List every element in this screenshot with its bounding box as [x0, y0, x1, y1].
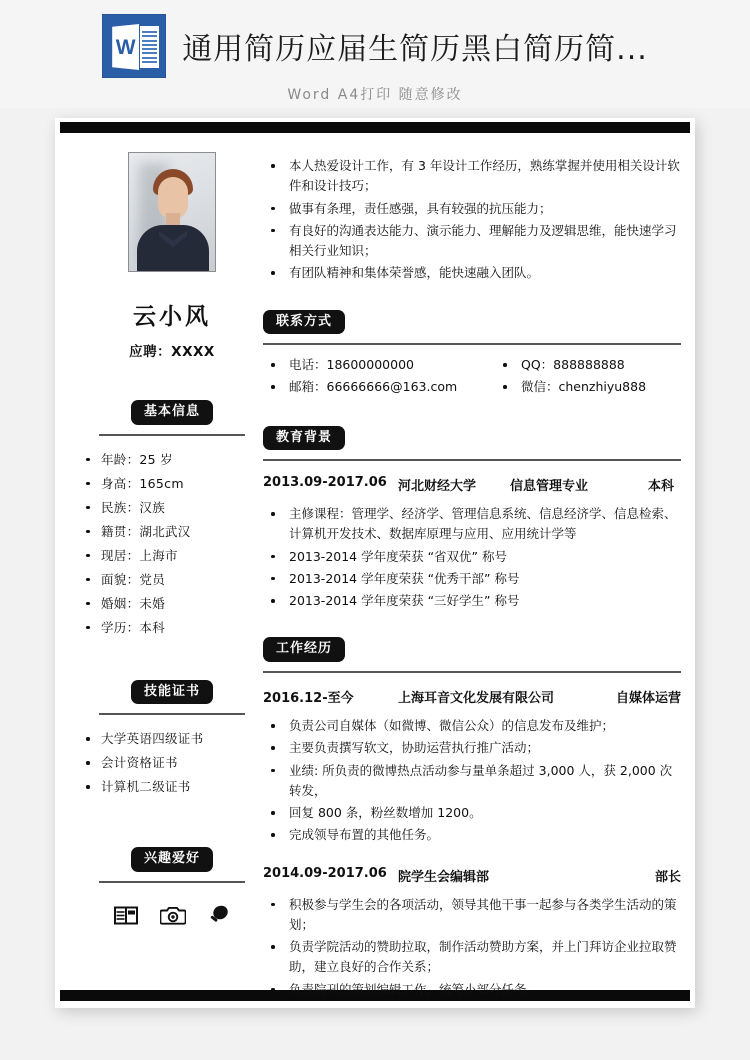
education-entry-header — [263, 475, 681, 494]
resume-page — [55, 118, 695, 1008]
candidate-name: 云小风 — [133, 304, 211, 330]
list-item — [77, 616, 267, 640]
basic-info-value: 面貌：党员 — [101, 571, 166, 587]
section-heading-education: 教育背景 — [263, 426, 345, 451]
list-item: 负责院刊的策划编辑工作，统筹小部分任务。 — [263, 980, 681, 1000]
list-item: 本人热爱设计工作，有 3 年设计工作经历，熟练掌握并使用相关设计软件和设计技巧； — [263, 156, 681, 197]
photo-container — [77, 152, 267, 272]
section-heading-skills: 技能证书 — [131, 680, 213, 705]
skill-value: 计算机二级证书 — [101, 779, 191, 795]
resume-main — [263, 146, 681, 1002]
word-icon — [102, 14, 166, 78]
basic-info-value: 民族：汉族 — [101, 499, 166, 515]
work-entry-header — [263, 866, 681, 885]
camera-icon — [160, 905, 186, 925]
list-item: 业绩: 所负责的微博热点活动参与量单条超过 3,000 人，获 2,000 次转发， — [263, 761, 681, 802]
list-item — [77, 751, 267, 775]
list-item — [77, 448, 267, 472]
contact-wechat: 微信：chenzhiyu888 — [495, 377, 681, 397]
list-item: 主修课程：管理学、经济学、管理信息系统、信息经济学、信息检索、计算机开发技术、数据库原理与应用、应用统计学等 — [263, 504, 681, 545]
basic-info-value: 现居：上海市 — [101, 547, 178, 563]
basic-info-value: 身高：165cm — [101, 475, 184, 491]
basic-info-value: 年龄：25 岁 — [101, 451, 173, 467]
list-item — [77, 520, 267, 544]
list-item — [77, 544, 267, 568]
list-item: 2013-2014 学年度荣获 “优秀干部” 称号 — [263, 569, 681, 589]
work-organization: 院学生会编辑部 — [398, 869, 490, 885]
basic-info-value: 婚姻：未婚 — [101, 595, 166, 611]
section-divider — [263, 343, 681, 345]
section-heading-contact: 联系方式 — [263, 310, 345, 335]
list-item — [77, 592, 267, 616]
contact-qq: QQ：888888888 — [495, 355, 681, 375]
section-divider — [99, 881, 245, 883]
list-item — [77, 727, 267, 751]
section-heading-basic-info: 基本信息 — [131, 400, 213, 425]
list-item: 负责公司自媒体（如微博、微信公众）的信息发布及维护； — [263, 716, 681, 736]
candidate-apply-position: 应聘：XXXX — [129, 344, 215, 360]
basic-info-value: 学历：本科 — [101, 619, 166, 635]
work-company: 上海耳音文化发展有限公司 — [398, 691, 555, 707]
candidate-photo — [128, 152, 216, 272]
list-item: 积极参与学生会的各项活动，领导其他干事一起参与各类学生活动的策划； — [263, 895, 681, 936]
book-icon — [114, 906, 138, 925]
work-date: 2016.12-至今 — [263, 691, 354, 707]
section-divider — [99, 434, 245, 436]
work-entry-header — [263, 687, 681, 706]
section-divider — [99, 713, 245, 715]
education-date: 2013.09-2017.06 — [263, 475, 387, 491]
section-divider — [263, 459, 681, 461]
summary-list — [263, 156, 681, 284]
section-divider — [263, 671, 681, 673]
page-banner — [0, 0, 750, 108]
skills-list — [77, 727, 267, 799]
word-icon-letter: W — [115, 36, 136, 59]
contact-grid — [263, 355, 681, 400]
word-icon-lines — [140, 26, 159, 68]
section-skills — [77, 680, 267, 800]
list-item: 完成领导布置的其他任务。 — [263, 825, 681, 845]
education-major: 信息管理专业 — [510, 479, 589, 495]
basic-info-value: 籍贯：湖北武汉 — [101, 523, 191, 539]
list-item: 回复 800 条，粉丝数增加 1200。 — [263, 803, 681, 823]
section-heading-work: 工作经历 — [263, 637, 345, 662]
list-item: 做事有条理，责任感强，具有较强的抗压能力； — [263, 199, 681, 219]
education-school: 河北财经大学 — [398, 479, 477, 495]
list-item — [77, 472, 267, 496]
section-education — [263, 426, 681, 612]
list-item: 2013-2014 学年度荣获 “省双优” 称号 — [263, 547, 681, 567]
contact-phone: 电话：18600000000 — [263, 355, 495, 375]
section-heading-hobbies: 兴趣爱好 — [131, 847, 213, 872]
list-item — [77, 775, 267, 799]
contact-column-right — [495, 355, 681, 400]
list-item: 有良好的沟通表达能力、演示能力、理解能力及逻辑思维，能快速学习相关行业知识； — [263, 221, 681, 262]
hobby-icon-row — [77, 905, 267, 926]
skill-value: 大学英语四级证书 — [101, 731, 204, 747]
work-detail-list — [263, 716, 681, 846]
work-role: 自媒体运营 — [615, 691, 681, 707]
section-work-experience — [263, 637, 681, 999]
list-item — [77, 496, 267, 520]
basic-info-list — [77, 448, 267, 640]
skill-value: 会计资格证书 — [101, 755, 178, 771]
list-item: 2013-2014 学年度荣获 “三好学生” 称号 — [263, 591, 681, 611]
section-contact — [263, 310, 681, 400]
contact-column-left — [263, 355, 495, 400]
contact-email: 邮箱：66666666@163.com — [263, 377, 495, 397]
list-item: 负责学院活动的赞助拉取，制作活动赞助方案，并上门拜访企业拉取赞助，建立良好的合作关系； — [263, 937, 681, 978]
page-title: 通用简历应届生简历黑白简历简... — [182, 32, 648, 67]
banner-row — [0, 14, 750, 78]
education-degree: 本科 — [647, 479, 674, 495]
work-role: 部长 — [654, 869, 681, 885]
list-item: 有团队精神和集体荣誉感，能快速融入团队。 — [263, 263, 681, 283]
resume-sidebar — [77, 146, 267, 926]
work-detail-list — [263, 895, 681, 1000]
page-rule-top — [60, 122, 690, 133]
ping-pong-paddle-icon — [208, 905, 230, 926]
education-detail-list — [263, 504, 681, 611]
list-item — [77, 568, 267, 592]
work-date: 2014.09-2017.06 — [263, 865, 387, 881]
section-hobbies — [77, 847, 267, 926]
list-item: 主要负责撰写软文，协助运营执行推广活动； — [263, 738, 681, 758]
page-subtitle: Word A4打印 随意修改 — [287, 87, 463, 103]
section-basic-info — [77, 400, 267, 640]
